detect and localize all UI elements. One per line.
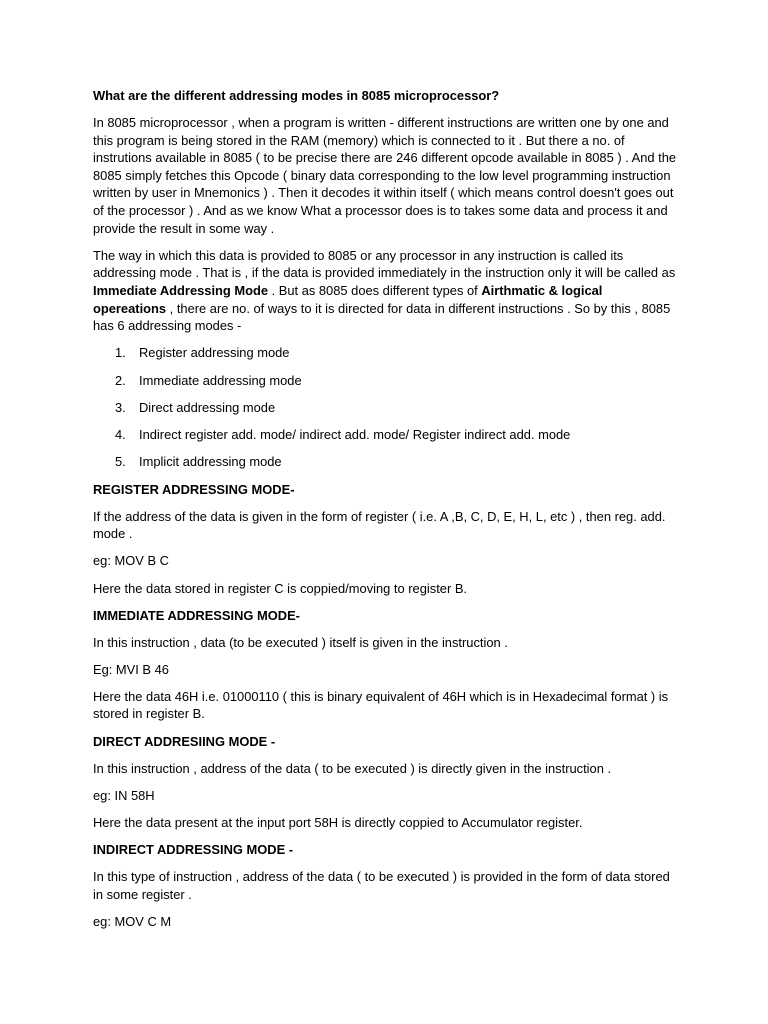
- list-item: [93, 453, 678, 471]
- list-item: [93, 399, 678, 417]
- immediate-mode-heading: IMMEDIATE ADDRESSING MODE-: [93, 607, 300, 623]
- list-item-number: 1.: [115, 345, 126, 361]
- indirect-mode-description: In this type of instruction , address of the data ( to be executed ) is provided in the form of data stored in some register .: [93, 869, 670, 902]
- immediate-mode-description: In this instruction , data (to be executed ) itself is given in the instruction .: [93, 634, 508, 650]
- list-item: [93, 372, 678, 390]
- direct-mode-example: eg: IN 58H: [93, 787, 155, 803]
- para2-text-2: . But as 8085 does different types of: [268, 282, 482, 298]
- list-item-number: 4.: [115, 427, 126, 443]
- list-item-number: 3.: [115, 399, 126, 415]
- immediate-addressing-bold: Immediate Addressing Mode: [93, 282, 269, 298]
- immediate-mode-example: Eg: MVI B 46: [93, 661, 169, 677]
- register-mode-heading: REGISTER ADDRESSING MODE-: [93, 481, 295, 497]
- list-item-text: Immediate addressing mode: [139, 372, 302, 388]
- register-mode-description: If the address of the data is given in the form of register ( i.e. A ,B, C, D, E, H, L, etc ) , then reg. add. mode .: [93, 508, 666, 542]
- list-item-text: Direct addressing mode: [139, 399, 276, 415]
- para2-text-3: , there are no. of ways to it is directed for data in different instructions . So by this , 8085 has 6 addressing modes -: [93, 300, 671, 334]
- document-title: What are the different addressing modes in 8085 microprocessor?: [93, 88, 500, 103]
- intro-paragraph: In 8085 microprocessor , when a program is written - different instructions are written one by one and this program is being stored in the RAM (memory) which is connected to it . But there a no. of instrutions available in 8085 ( to be precise there are 246 different opcode available in 8085 ) . And the 8085 simply fetches this Opcode ( binary data corresponding to the low level programming instruction written by user in Mnemonics ) . Then it decodes it within itself ( which means control doesn't goes out of the processor ) . And as we know What a processor does is to takes some data and process it and provide the result in some way .: [93, 115, 677, 236]
- addressing-mode-paragraph: [93, 247, 678, 335]
- register-mode-explanation: Here the data stored in register C is coppied/moving to register B.: [93, 580, 468, 596]
- list-item: [93, 344, 678, 362]
- arithmetic-logical-bold: Airthmatic & logical opereations: [93, 282, 603, 316]
- immediate-mode-explanation: Here the data 46H i.e. 01000110 ( this is binary equivalent of 46H which is in Hexadecimal format ) is stored in register B.: [93, 688, 669, 722]
- direct-mode-explanation: Here the data present at the input port 58H is directly coppied to Accumulator register.: [93, 814, 583, 830]
- direct-mode-description: In this instruction , address of the data ( to be executed ) is directly given in the instruction .: [93, 760, 612, 776]
- list-item: [93, 426, 678, 444]
- list-item-number: 5.: [115, 454, 126, 470]
- para2-text-1: The way in which this data is provided to 8085 or any processor in any instruction is called its addressing mode . That is , if the data is provided immediately in the instruction only it will be called as: [93, 247, 676, 281]
- list-item-text: Register addressing mode: [139, 345, 290, 361]
- addressing-modes-list: [93, 344, 678, 471]
- register-mode-example: eg: MOV B C: [93, 553, 169, 569]
- document-page: [93, 87, 678, 940]
- list-item-number: 2.: [115, 372, 126, 388]
- list-item-text: Implicit addressing mode: [139, 454, 282, 470]
- direct-mode-heading: DIRECT ADDRESIING MODE -: [93, 733, 276, 749]
- indirect-mode-heading: INDIRECT ADDRESSING MODE -: [93, 841, 294, 857]
- list-item-text: Indirect register add. mode/ indirect add. mode/ Register indirect add. mode: [139, 427, 571, 443]
- indirect-mode-example: eg: MOV C M: [93, 913, 172, 929]
